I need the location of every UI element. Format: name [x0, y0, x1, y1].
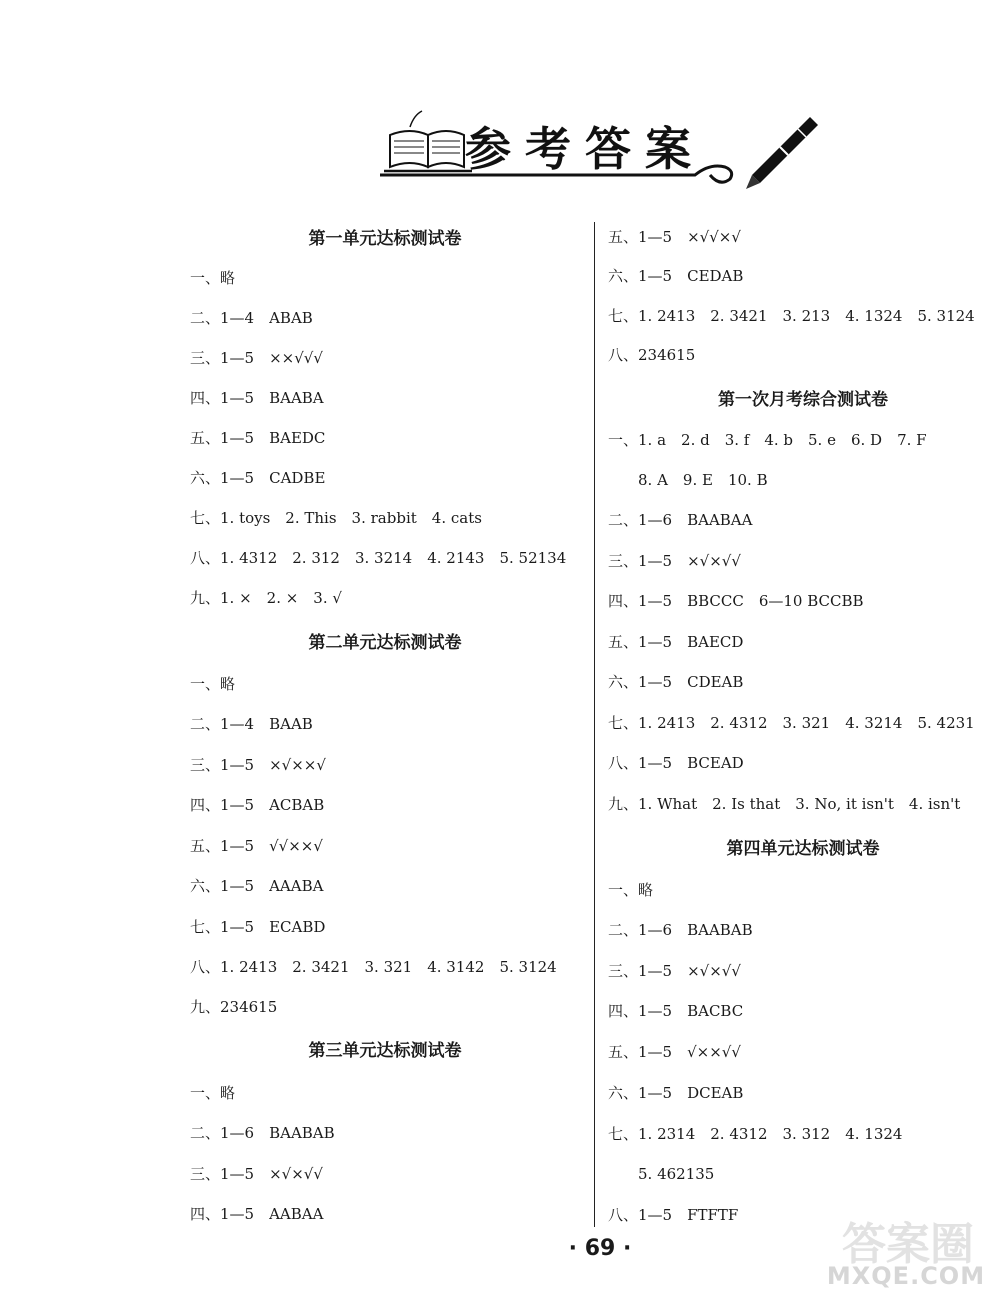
answer-line: 六、1—5 CEDAB: [608, 267, 744, 285]
answer-line: 二、1—4 ABAB: [190, 309, 313, 327]
answer-line: 二、1—6 BAABAB: [608, 921, 753, 939]
answer-line: 九、1. What 2. Is that 3. No, it isn't 4. isn't: [608, 795, 961, 813]
answer-line: 八、1. 2413 2. 3421 3. 321 4. 3142 5. 3124: [190, 958, 557, 976]
answer-line: 一、略: [190, 1084, 236, 1102]
answer-line: 四、1—5 BBCCC 6—10 BCCBB: [608, 592, 864, 610]
answer-line: 三、1—5 ×√×√√: [608, 962, 741, 980]
answer-line: 一、1. a 2. d 3. f 4. b 5. e 6. D 7. F: [608, 431, 927, 449]
answer-line: 一、略: [190, 269, 236, 287]
answer-line: 七、1. 2314 2. 4312 3. 312 4. 1324: [608, 1125, 903, 1143]
pen-icon: [746, 117, 818, 189]
answer-line: 一、略: [608, 881, 654, 899]
answer-line: 五、1—5 √√××√: [190, 837, 323, 855]
answer-line: 六、1—5 DCEAB: [608, 1084, 744, 1102]
answer-line: 一、略: [190, 675, 236, 693]
section-title: 第三单元达标测试卷: [308, 1041, 462, 1061]
answer-line: 七、1—5 ECABD: [190, 918, 326, 936]
section-title: 第一单元达标测试卷: [308, 229, 462, 249]
answer-line: 二、1—4 BAAB: [190, 715, 313, 733]
answer-line: 三、1—5 ×√××√: [190, 756, 326, 774]
answer-line: 8. A 9. E 10. B: [608, 471, 768, 489]
answer-line: 四、1—5 ACBAB: [190, 796, 325, 814]
watermark: [816, 1208, 996, 1298]
answer-line: 六、1—5 CADBE: [190, 469, 326, 487]
answer-line: 九、234615: [190, 998, 278, 1016]
answer-line: 六、1—5 CDEAB: [608, 673, 744, 691]
answer-line: 二、1—6 BAABAA: [608, 511, 753, 529]
page-header: [380, 105, 820, 195]
answer-line: 五、1—5 BAEDC: [190, 429, 326, 447]
watermark-text: MXQE.COM: [826, 1262, 986, 1290]
section-title: 第四单元达标测试卷: [726, 839, 880, 859]
answer-line: 八、1—5 BCEAD: [608, 754, 744, 772]
answer-line: 五、1—5 √××√√: [608, 1043, 741, 1061]
answer-line: 四、1—5 AABAA: [190, 1205, 324, 1223]
answer-line: 八、234615: [608, 346, 696, 364]
answer-line: 5. 462135: [608, 1165, 715, 1183]
answer-line: 三、1—5 ×√×√√: [190, 1165, 323, 1183]
open-book-icon: [384, 111, 472, 171]
answer-line: 七、1. 2413 2. 3421 3. 213 4. 1324 5. 3124: [608, 307, 975, 325]
answer-line: 九、1. × 2. × 3. √: [190, 589, 342, 607]
page-title: 参考答案: [465, 122, 705, 176]
page-number: · 69 ·: [568, 1236, 632, 1261]
answer-line: 二、1—6 BAABAB: [190, 1124, 335, 1142]
answer-line: 五、1—5 BAECD: [608, 633, 744, 651]
answer-line: 八、1—5 FTFTF: [608, 1206, 739, 1224]
answer-line: 七、1. 2413 2. 4312 3. 321 4. 3214 5. 4231: [608, 714, 975, 732]
section-title: 第一次月考综合测试卷: [718, 390, 888, 410]
column-divider: [594, 222, 595, 1227]
watermark-glyphs: 答案圈: [842, 1219, 974, 1270]
answer-line: 三、1—5 ×√×√√: [608, 552, 741, 570]
answer-line: 五、1—5 ×√√×√: [608, 228, 741, 246]
answer-line: 四、1—5 BACBC: [608, 1002, 744, 1020]
answer-line: 七、1. toys 2. This 3. rabbit 4. cats: [190, 509, 482, 527]
answer-line: 四、1—5 BAABA: [190, 389, 324, 407]
answer-line: 三、1—5 ××√√√: [190, 349, 323, 367]
answer-line: 六、1—5 AAABA: [190, 877, 324, 895]
section-title: 第二单元达标测试卷: [308, 633, 462, 653]
answer-line: 八、1. 4312 2. 312 3. 3214 4. 2143 5. 52134: [190, 549, 567, 567]
